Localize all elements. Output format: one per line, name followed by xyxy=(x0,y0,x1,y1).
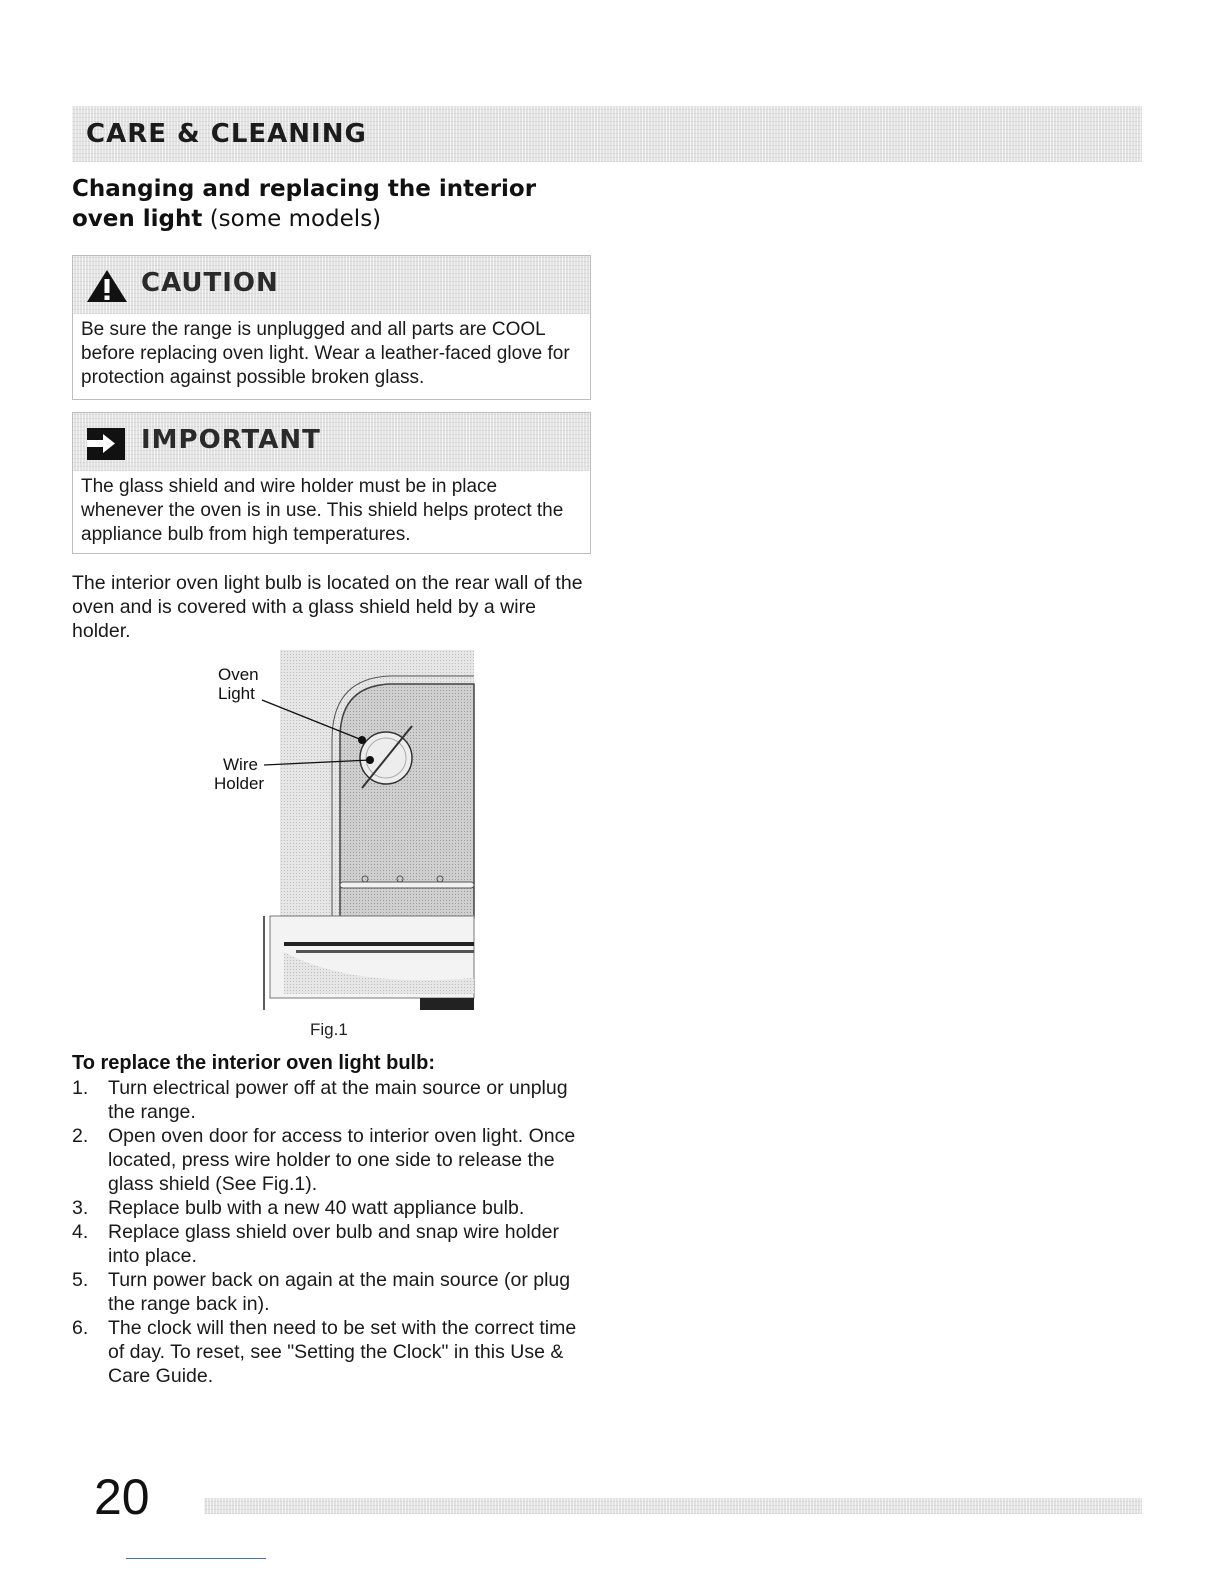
important-label: IMPORTANT xyxy=(141,425,321,455)
steps-list xyxy=(72,1076,592,1388)
arrow-box-icon xyxy=(85,425,129,465)
important-text: The glass shield and wire holder must be in place whenever the oven is in use. This shield helps protect the appliance bulb from high temperatures. xyxy=(81,476,564,545)
step-number: 6. xyxy=(72,1317,89,1339)
wire-holder-label-line2: Holder xyxy=(214,774,265,793)
oven-light-label-line2: Light xyxy=(218,684,255,703)
list-item xyxy=(72,1316,592,1388)
oven-light-label-line1: Oven xyxy=(218,665,259,684)
topic-title-suffix: (some models) xyxy=(209,206,382,232)
list-item xyxy=(72,1196,592,1220)
list-item xyxy=(72,1076,592,1124)
figure-caption: Fig.1 xyxy=(310,1020,348,1039)
step-text: Open oven door for access to interior oven light. Once located, press wire holder to one side to release the glass shield (See Fig.1). xyxy=(108,1125,576,1195)
steps-heading: To replace the interior oven light bulb: xyxy=(72,1052,435,1074)
step-text: Turn electrical power off at the main source or unplug the range. xyxy=(108,1077,568,1123)
step-number: 4. xyxy=(72,1221,89,1243)
topic-heading xyxy=(72,174,592,234)
step-number: 2. xyxy=(72,1125,89,1147)
section-title: CARE & CLEANING xyxy=(86,119,367,149)
step-text: Turn power back on again at the main source (or plug the range back in). xyxy=(108,1269,571,1315)
wire-holder-label-line1: Wire xyxy=(223,755,258,774)
caution-bar xyxy=(73,256,590,314)
step-text: The clock will then need to be set with the correct time of day. To reset, see "Setting the Clock" in this Use & Care Guide. xyxy=(108,1317,577,1387)
warning-triangle-icon xyxy=(85,268,129,308)
step-text: Replace bulb with a new 40 watt appliance bulb. xyxy=(108,1197,525,1219)
step-text: Replace glass shield over bulb and snap wire holder into place. xyxy=(108,1221,559,1267)
caution-text: Be sure the range is unplugged and all parts are COOL before replacing oven light. Wear a leather-faced glove for protection against possible broken glass. xyxy=(81,319,570,388)
section-header-bar xyxy=(72,106,1142,162)
list-item xyxy=(72,1220,592,1268)
step-number: 3. xyxy=(72,1197,89,1219)
step-number: 1. xyxy=(72,1077,89,1099)
list-item xyxy=(72,1268,592,1316)
footer-divider xyxy=(126,1558,266,1559)
caution-label: CAUTION xyxy=(141,268,279,298)
intro-paragraph: The interior oven light bulb is located on the rear wall of the oven and is covered with a glass shield held by a wire holder. xyxy=(72,572,583,642)
topic-title: Changing and replacing the interior oven light xyxy=(72,176,537,232)
page-number: 20 xyxy=(94,1469,150,1525)
list-item xyxy=(72,1124,592,1196)
important-box xyxy=(72,412,591,554)
oven-light-figure xyxy=(200,648,490,1018)
important-bar xyxy=(73,413,590,471)
caution-box xyxy=(72,255,591,400)
step-number: 5. xyxy=(72,1269,89,1291)
footer-bar xyxy=(204,1498,1142,1514)
